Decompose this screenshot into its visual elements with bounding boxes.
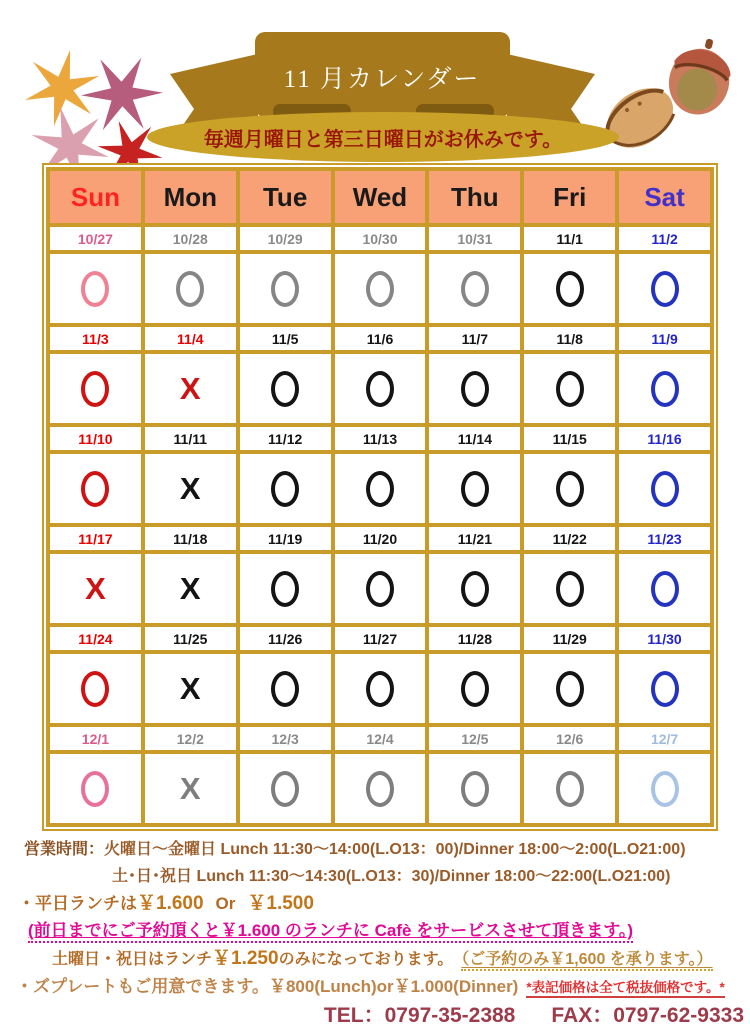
date-cell: 11/12 [240, 427, 331, 450]
mark-cell [619, 654, 710, 723]
open-mark [461, 671, 489, 707]
day-header-wed: Wed [335, 171, 426, 223]
date-cell: 11/25 [145, 627, 236, 650]
fax-number: FAX：0797-62-9333 [551, 1004, 744, 1027]
date-cell: 11/10 [50, 427, 141, 450]
open-mark [366, 471, 394, 507]
mark-cell [50, 454, 141, 523]
mark-cell [240, 554, 331, 623]
hours-weekend-line [0, 863, 750, 890]
weekday-lunch-price2: ￥1.500 [247, 893, 314, 914]
mark-cell [335, 654, 426, 723]
open-mark [651, 471, 679, 507]
holiday-notice-banner [147, 112, 619, 162]
open-mark [81, 771, 109, 807]
open-mark [461, 471, 489, 507]
date-cell: 11/2 [619, 227, 710, 250]
date-cell: 12/4 [335, 727, 426, 750]
mark-cell [429, 454, 520, 523]
open-mark [81, 371, 109, 407]
open-mark [556, 271, 584, 307]
date-cell: 10/27 [50, 227, 141, 250]
date-cell: 10/28 [145, 227, 236, 250]
hours-weekend-text: 土･日･祝日 Lunch 11:30～14:30(L.O13：30)/Dinner 18:00～22:00(L.O21:00) [112, 868, 671, 885]
open-mark [651, 271, 679, 307]
date-cell: 11/14 [429, 427, 520, 450]
date-cell: 12/7 [619, 727, 710, 750]
closed-mark: X [179, 471, 201, 506]
date-cell: 11/18 [145, 527, 236, 550]
reservation-note-line [0, 917, 750, 945]
mark-cell [50, 354, 141, 423]
mark-cell [429, 354, 520, 423]
open-mark [366, 371, 394, 407]
saturday-suffix: のみになっております。 [278, 951, 454, 968]
tel-number: TEL：0797-35-2388 [323, 1004, 516, 1027]
mark-cell [335, 354, 426, 423]
mark-cell [524, 554, 615, 623]
open-mark [271, 471, 299, 507]
contact-line [0, 1002, 750, 1029]
info-section [0, 836, 750, 1029]
open-mark [81, 271, 109, 307]
date-cell: 11/13 [335, 427, 426, 450]
mark-cell [50, 554, 141, 623]
date-cell: 11/1 [524, 227, 615, 250]
mark-cell [524, 354, 615, 423]
mark-cell [240, 654, 331, 723]
calendar-table [42, 163, 718, 831]
day-header-sun: Sun [50, 171, 141, 223]
date-cell: 12/3 [240, 727, 331, 750]
date-cell: 11/11 [145, 427, 236, 450]
mark-cell [524, 754, 615, 823]
mark-cell [524, 254, 615, 323]
page-title: 11 月カレンダー [283, 66, 481, 93]
open-mark [461, 571, 489, 607]
date-cell: 12/1 [50, 727, 141, 750]
closed-mark: X [85, 571, 106, 606]
date-cell: 11/4 [145, 327, 236, 350]
date-cell: 11/28 [429, 627, 520, 650]
date-cell: 11/20 [335, 527, 426, 550]
closed-mark: X [179, 371, 201, 406]
or-word: Or [215, 894, 236, 913]
open-mark [271, 571, 299, 607]
open-mark [366, 571, 394, 607]
weekday-lunch-prefix: ・平日ランチは [18, 894, 137, 913]
open-mark [651, 771, 679, 807]
open-mark [271, 371, 299, 407]
mark-cell [619, 254, 710, 323]
date-cell: 11/27 [335, 627, 426, 650]
mark-cell [429, 254, 520, 323]
date-cell: 11/5 [240, 327, 331, 350]
closed-mark: X [179, 571, 201, 606]
saturday-price: ￥1.250 [212, 948, 279, 969]
date-cell: 11/3 [50, 327, 141, 350]
open-mark [461, 771, 489, 807]
mark-cell [429, 754, 520, 823]
date-cell: 11/21 [429, 527, 520, 550]
saturday-note: （ご予約のみ￥1,600 を承ります。） [461, 951, 712, 971]
date-cell: 11/9 [619, 327, 710, 350]
calendar-grid [46, 167, 714, 827]
date-cell: 10/29 [240, 227, 331, 250]
mark-cell [335, 254, 426, 323]
closed-mark: X [179, 671, 201, 706]
mark-cell [50, 754, 141, 823]
open-mark [461, 271, 489, 307]
mark-cell [619, 354, 710, 423]
mark-cell [619, 554, 710, 623]
mark-cell [145, 754, 236, 823]
weekday-lunch-line [0, 890, 750, 917]
open-mark [556, 371, 584, 407]
mark-cell [240, 454, 331, 523]
hours-label: 営業時間： [24, 841, 105, 858]
maple-leaves-icon [6, 26, 176, 186]
date-cell: 10/30 [335, 227, 426, 250]
open-mark [81, 471, 109, 507]
saturday-lunch-line [0, 945, 750, 973]
holiday-notice-text: 毎週月曜日と第三日曜日がお休みです。 [203, 128, 563, 151]
date-cell: 11/6 [335, 327, 426, 350]
mark-cell [240, 754, 331, 823]
open-mark [366, 771, 394, 807]
closed-mark: X [179, 771, 201, 806]
saturday-prefix: 土曜日・祝日はランチ [52, 951, 213, 968]
open-mark [366, 271, 394, 307]
open-mark [651, 671, 679, 707]
mark-cell [240, 354, 331, 423]
weekday-lunch-price1: ￥1.600 [137, 893, 204, 914]
mark-cell [524, 654, 615, 723]
mark-cell [619, 454, 710, 523]
open-mark [271, 271, 299, 307]
open-mark [366, 671, 394, 707]
mark-cell [145, 654, 236, 723]
tax-note: *表記価格は全て税抜価格です。* [526, 980, 724, 998]
mark-cell [145, 354, 236, 423]
day-header-mon: Mon [145, 171, 236, 223]
open-mark [651, 371, 679, 407]
mark-cell [240, 254, 331, 323]
date-cell: 11/22 [524, 527, 615, 550]
open-mark [556, 771, 584, 807]
mark-cell [50, 254, 141, 323]
open-mark [271, 671, 299, 707]
date-cell: 11/19 [240, 527, 331, 550]
mark-cell [50, 654, 141, 723]
open-mark [81, 671, 109, 707]
mark-cell [429, 654, 520, 723]
open-mark [176, 271, 204, 307]
reservation-note: (前日までにご予約頂くと￥1.600 のランチに Cafè をサービスさせて頂きます。) [28, 921, 633, 943]
day-header-tue: Tue [240, 171, 331, 223]
open-mark [651, 571, 679, 607]
mark-cell [429, 554, 520, 623]
day-header-thu: Thu [429, 171, 520, 223]
date-cell: 11/16 [619, 427, 710, 450]
date-cell: 11/30 [619, 627, 710, 650]
open-mark [556, 471, 584, 507]
open-mark [271, 771, 299, 807]
kids-plate-text: ・ズプレートもご用意できます。￥800(Lunch)or￥1.000(Dinner) [16, 977, 519, 996]
mark-cell [335, 454, 426, 523]
mark-cell [619, 754, 710, 823]
date-cell: 12/5 [429, 727, 520, 750]
mark-cell [145, 554, 236, 623]
date-cell: 11/15 [524, 427, 615, 450]
date-cell: 11/26 [240, 627, 331, 650]
date-cell: 11/8 [524, 327, 615, 350]
mark-cell [145, 254, 236, 323]
date-cell: 11/7 [429, 327, 520, 350]
mark-cell [145, 454, 236, 523]
open-mark [556, 671, 584, 707]
open-mark [461, 371, 489, 407]
date-cell: 11/23 [619, 527, 710, 550]
mark-cell [335, 754, 426, 823]
date-cell: 11/24 [50, 627, 141, 650]
mark-cell [524, 454, 615, 523]
open-mark [556, 571, 584, 607]
date-cell: 11/17 [50, 527, 141, 550]
kids-plate-line [0, 973, 750, 1001]
date-cell: 12/6 [524, 727, 615, 750]
day-header-sat: Sat [619, 171, 710, 223]
day-header-fri: Fri [524, 171, 615, 223]
date-cell: 10/31 [429, 227, 520, 250]
hours-weekday-line [0, 836, 750, 863]
hours-weekday-text: 火曜日～金曜日 Lunch 11:30～14:00(L.O13：00)/Dinner 18:00～2:00(L.O21:00) [104, 841, 686, 858]
date-cell: 12/2 [145, 727, 236, 750]
date-cell: 11/29 [524, 627, 615, 650]
mark-cell [335, 554, 426, 623]
